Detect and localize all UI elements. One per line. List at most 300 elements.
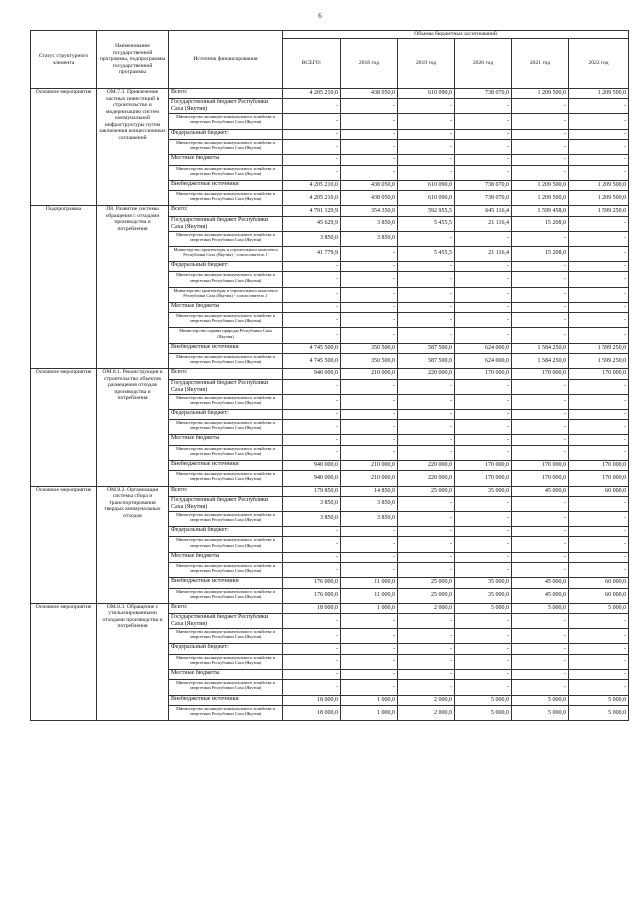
budget-value-cell: - xyxy=(283,394,341,409)
budget-value-cell: 210 000,0 xyxy=(341,369,398,379)
budget-value-cell: - xyxy=(341,165,398,180)
budget-value-cell: 41 779,9 xyxy=(283,246,341,261)
program-name: ОМ.7.3. Привлечение частных инвестиций в строительство и модернизацию систем коммунальной инфраструктуры путем заключения концессионных соглашений xyxy=(97,89,169,206)
budget-value-cell: - xyxy=(569,629,629,644)
budget-value-cell: 18 000,0 xyxy=(283,695,341,705)
budget-value-cell: - xyxy=(512,420,569,435)
budget-value-cell: 5 000,0 xyxy=(512,695,569,705)
budget-value-cell: 5 000,0 xyxy=(569,705,629,720)
budget-value-cell: - xyxy=(398,409,455,419)
budget-value-cell: - xyxy=(569,139,629,154)
budget-value-cell: - xyxy=(569,155,629,165)
budget-value-cell: - xyxy=(512,644,569,654)
budget-value-cell: 1 209 500,0 xyxy=(512,191,569,206)
budget-value-cell: - xyxy=(283,552,341,562)
table-body xyxy=(31,89,629,721)
budget-value-cell: 25 000,0 xyxy=(398,588,455,603)
budget-value-cell: 940 000,0 xyxy=(283,369,341,379)
budget-value-cell: 179 850,0 xyxy=(283,486,341,496)
budget-value-cell: 438 050,0 xyxy=(341,89,398,99)
budget-value-cell: - xyxy=(569,563,629,578)
budget-value-cell: - xyxy=(455,496,512,511)
budget-value-cell: 18 000,0 xyxy=(283,705,341,720)
budget-value-cell: 176 000,0 xyxy=(283,578,341,588)
budget-value-cell: - xyxy=(341,328,398,343)
budget-value-cell: - xyxy=(455,552,512,562)
budget-value-cell: - xyxy=(455,394,512,409)
funding-source-label: Всего: xyxy=(169,486,283,496)
structural-element-status: Основное мероприятие xyxy=(31,369,97,486)
budget-value-cell: - xyxy=(455,99,512,114)
budget-value-cell: 25 000,0 xyxy=(398,578,455,588)
budget-value-cell: - xyxy=(455,680,512,695)
budget-value-cell: - xyxy=(455,654,512,669)
budget-value-cell: 5 000,0 xyxy=(512,705,569,720)
budget-value-cell: 1 584 250,0 xyxy=(512,343,569,353)
budget-value-cell: 4 205 210,0 xyxy=(283,191,341,206)
funding-source-label: Федеральный бюджет: xyxy=(169,409,283,419)
budget-value-cell: - xyxy=(455,287,512,302)
budget-value-cell: 1 209 500,0 xyxy=(569,191,629,206)
budget-value-cell: - xyxy=(512,328,569,343)
funding-source-label: Государственный бюджет Республики Саха (Якутия) xyxy=(169,614,283,629)
budget-value-cell: 15 208,0 xyxy=(512,216,569,231)
budget-value-cell: - xyxy=(398,287,455,302)
program-name: ОМ.8.1. Реконструкция и строительство объектов размещения отходов производства и потребления xyxy=(97,369,169,486)
budget-value-cell: 21 116,4 xyxy=(455,246,512,261)
budget-value-cell: - xyxy=(341,552,398,562)
budget-value-cell: - xyxy=(398,155,455,165)
structural-element-status: Основное мероприятие xyxy=(31,89,97,206)
budget-value-cell: - xyxy=(569,445,629,460)
budget-value-cell: - xyxy=(398,262,455,272)
budget-value-cell: - xyxy=(283,644,341,654)
budget-value-cell: - xyxy=(398,139,455,154)
budget-value-cell: 35 000,0 xyxy=(455,486,512,496)
budget-value-cell: - xyxy=(569,99,629,114)
funding-source-label: Внебюджетные источники xyxy=(169,343,283,353)
budget-value-cell: - xyxy=(341,629,398,644)
table-row xyxy=(31,89,629,99)
budget-value-cell: 15 208,0 xyxy=(512,246,569,261)
budget-value-cell: - xyxy=(569,527,629,537)
budget-value-cell: 4 745 500,0 xyxy=(283,354,341,369)
budget-value-cell: - xyxy=(283,614,341,629)
budget-value-cell: - xyxy=(569,379,629,394)
budget-value-cell: - xyxy=(341,129,398,139)
budget-value-cell: 3 850,0 xyxy=(341,216,398,231)
budget-value-cell: 1 599 250,0 xyxy=(569,206,629,216)
budget-value-cell: - xyxy=(398,272,455,287)
budget-value-cell: 170 000,0 xyxy=(455,471,512,486)
budget-value-cell: 1 599 250,0 xyxy=(569,354,629,369)
executor-label: Министерство архитектуры и строительного комплекса Республики Саха (Якутия) - соисполнитель 1 xyxy=(169,246,283,261)
funding-source-label: Государственный бюджет Республики Саха (Якутия) xyxy=(169,379,283,394)
header-year-2018: 2018 год xyxy=(341,39,398,89)
budget-value-cell: 610 090,0 xyxy=(398,191,455,206)
funding-source-label: Местные бюджеты xyxy=(169,552,283,562)
budget-value-cell: 210 000,0 xyxy=(341,460,398,470)
header-year-2021: 2021 год xyxy=(512,39,569,89)
budget-value-cell: - xyxy=(283,435,341,445)
budget-value-cell: - xyxy=(455,379,512,394)
budget-value-cell: - xyxy=(512,155,569,165)
budget-value-cell: 738 070,0 xyxy=(455,191,512,206)
budget-value-cell: - xyxy=(569,654,629,669)
budget-value-cell: 587 500,0 xyxy=(398,343,455,353)
header-year-total: ВСЕГО: xyxy=(283,39,341,89)
executor-label: Министерство жилищно-коммунального хозяйства и энергетики Республики Саха (Якутия) xyxy=(169,165,283,180)
budget-value-cell: 45 000,0 xyxy=(512,588,569,603)
budget-value-cell: - xyxy=(455,669,512,679)
budget-value-cell: - xyxy=(283,114,341,129)
budget-value-cell: - xyxy=(398,231,455,246)
budget-value-cell: - xyxy=(398,644,455,654)
budget-value-cell: - xyxy=(512,629,569,644)
funding-source-label: Федеральный бюджет: xyxy=(169,527,283,537)
budget-value-cell: - xyxy=(512,537,569,552)
budget-value-cell: 3 850,0 xyxy=(283,511,341,526)
budget-value-cell: - xyxy=(455,629,512,644)
budget-value-cell: - xyxy=(398,680,455,695)
funding-source-label: Местные бюджеты xyxy=(169,435,283,445)
budget-value-cell: - xyxy=(283,680,341,695)
budget-value-cell: - xyxy=(398,129,455,139)
budget-value-cell: - xyxy=(341,379,398,394)
budget-value-cell: - xyxy=(283,654,341,669)
budget-value-cell: 1 000,0 xyxy=(341,603,398,613)
executor-label: Министерство архитектуры и строительного комплекса Республики Саха (Якутия) - соисполнитель 1 xyxy=(169,287,283,302)
budget-value-cell: - xyxy=(341,680,398,695)
budget-value-cell: 3 850,0 xyxy=(341,511,398,526)
budget-value-cell: - xyxy=(569,246,629,261)
funding-source-label: Внебюджетные источники xyxy=(169,180,283,190)
budget-value-cell: - xyxy=(398,379,455,394)
budget-value-cell: 170 000,0 xyxy=(512,369,569,379)
budget-value-cell: 176 000,0 xyxy=(283,588,341,603)
budget-value-cell: - xyxy=(512,614,569,629)
budget-value-cell: - xyxy=(283,563,341,578)
budget-value-cell: - xyxy=(455,129,512,139)
table-row xyxy=(31,369,629,379)
header-status: Статус структурного элемента xyxy=(31,31,97,89)
budget-value-cell: - xyxy=(341,287,398,302)
budget-value-cell: - xyxy=(398,302,455,312)
budget-value-cell: - xyxy=(569,552,629,562)
executor-label: Министерство жилищно-коммунального хозяйства и энергетики Республики Саха (Якутия) xyxy=(169,272,283,287)
budget-value-cell: - xyxy=(398,527,455,537)
budget-value-cell: 60 000,0 xyxy=(569,588,629,603)
budget-value-cell: - xyxy=(398,165,455,180)
budget-value-cell: - xyxy=(398,537,455,552)
budget-value-cell: - xyxy=(341,644,398,654)
program-name: ОМ.8.2. Организация системы сбора и транспортирования твердых коммунальных отходов xyxy=(97,486,169,603)
budget-value-cell: 587 500,0 xyxy=(398,354,455,369)
budget-value-cell: 11 000,0 xyxy=(341,578,398,588)
budget-value-cell: 18 000,0 xyxy=(283,603,341,613)
executor-label: Министерство жилищно-коммунального хозяйства и энергетики Республики Саха (Якутия) xyxy=(169,139,283,154)
budget-value-cell: - xyxy=(283,165,341,180)
budget-value-cell: 1 599 250,0 xyxy=(569,343,629,353)
budget-value-cell: 170 000,0 xyxy=(512,460,569,470)
budget-value-cell: 610 090,0 xyxy=(398,180,455,190)
funding-source-label: Внебюджетные источники xyxy=(169,695,283,705)
budget-value-cell: - xyxy=(569,614,629,629)
funding-source-label: Местные бюджеты xyxy=(169,302,283,312)
budget-value-cell: - xyxy=(341,155,398,165)
budget-value-cell: - xyxy=(283,629,341,644)
budget-value-cell: - xyxy=(512,511,569,526)
budget-value-cell: - xyxy=(398,654,455,669)
budget-value-cell: - xyxy=(283,537,341,552)
budget-value-cell: 354 350,0 xyxy=(341,206,398,216)
budget-value-cell: - xyxy=(455,165,512,180)
budget-value-cell: - xyxy=(341,302,398,312)
budget-value-cell: - xyxy=(455,231,512,246)
budget-value-cell: - xyxy=(341,114,398,129)
budget-value-cell: 1 000,0 xyxy=(341,695,398,705)
budget-value-cell: 1 209 500,0 xyxy=(512,180,569,190)
budget-value-cell: - xyxy=(455,272,512,287)
budget-value-cell: 220 000,0 xyxy=(398,460,455,470)
budget-value-cell: - xyxy=(512,527,569,537)
budget-value-cell: - xyxy=(512,114,569,129)
budget-value-cell: - xyxy=(455,644,512,654)
budget-value-cell: 3 850,0 xyxy=(283,496,341,511)
budget-value-cell: 1 599 458,0 xyxy=(512,206,569,216)
budget-value-cell: - xyxy=(569,394,629,409)
budget-value-cell: 5 000,0 xyxy=(455,603,512,613)
budget-value-cell: 5 000,0 xyxy=(512,603,569,613)
budget-value-cell: - xyxy=(283,129,341,139)
budget-value-cell: - xyxy=(398,420,455,435)
budget-value-cell: 5 455,5 xyxy=(398,246,455,261)
budget-value-cell: - xyxy=(455,313,512,328)
budget-value-cell: - xyxy=(341,654,398,669)
header-name: Наименование государственной программы, подпрограммы государственной программы xyxy=(97,31,169,89)
budget-value-cell: - xyxy=(512,165,569,180)
budget-value-cell: - xyxy=(341,394,398,409)
budget-value-cell: 170 000,0 xyxy=(455,460,512,470)
funding-source-label: Всего: xyxy=(169,603,283,613)
budget-value-cell: - xyxy=(569,231,629,246)
budget-value-cell: - xyxy=(512,669,569,679)
executor-label: Министерство жилищно-коммунального хозяйства и энергетики Республики Саха (Якутия) xyxy=(169,563,283,578)
budget-value-cell: - xyxy=(569,435,629,445)
budget-value-cell: - xyxy=(455,328,512,343)
budget-value-cell: - xyxy=(341,527,398,537)
budget-value-cell: - xyxy=(398,114,455,129)
header-year-2020: 2020 год xyxy=(455,39,512,89)
budget-value-cell: - xyxy=(455,409,512,419)
budget-value-cell: - xyxy=(569,496,629,511)
budget-value-cell: - xyxy=(283,379,341,394)
budget-value-cell: - xyxy=(398,563,455,578)
budget-value-cell: 45 629,9 xyxy=(283,216,341,231)
budget-value-cell: - xyxy=(455,420,512,435)
executor-label: Министерство жилищно-коммунального хозяйства и энергетики Республики Саха (Якутия) xyxy=(169,191,283,206)
executor-label: Министерство жилищно-коммунального хозяйства и энергетики Республики Саха (Якутия) xyxy=(169,471,283,486)
budget-value-cell: 1 000,0 xyxy=(341,705,398,720)
budget-value-cell: 1 209 500,0 xyxy=(569,89,629,99)
budget-value-cell: - xyxy=(512,99,569,114)
budget-value-cell: - xyxy=(569,680,629,695)
budget-value-cell: 624 000,0 xyxy=(455,343,512,353)
executor-label: Министерство жилищно-коммунального хозяйства и энергетики Республики Саха (Якутия) xyxy=(169,588,283,603)
budget-value-cell: - xyxy=(455,563,512,578)
budget-value-cell: - xyxy=(512,445,569,460)
executor-label: Министерство жилищно-коммунального хозяйства и энергетики Республики Саха (Якутия) xyxy=(169,114,283,129)
budget-value-cell: 624 000,0 xyxy=(455,354,512,369)
budget-value-cell: - xyxy=(341,445,398,460)
budget-value-cell: 170 000,0 xyxy=(569,471,629,486)
budget-value-cell: - xyxy=(341,537,398,552)
budget-value-cell: - xyxy=(398,614,455,629)
budget-value-cell: 3 850,0 xyxy=(341,496,398,511)
budget-value-cell: - xyxy=(455,262,512,272)
executor-label: Министерство жилищно-коммунального хозяйства и энергетики Республики Саха (Якутия) xyxy=(169,394,283,409)
budget-value-cell: - xyxy=(512,435,569,445)
budget-value-cell: 940 000,0 xyxy=(283,460,341,470)
funding-source-label: Федеральный бюджет: xyxy=(169,644,283,654)
budget-value-cell: - xyxy=(512,379,569,394)
budget-value-cell: 5 000,0 xyxy=(455,705,512,720)
budget-value-cell: - xyxy=(512,680,569,695)
executor-label: Министерство жилищно-коммунального хозяйства и энергетики Республики Саха (Якутия) xyxy=(169,629,283,644)
executor-label: Министерство жилищно-коммунального хозяйства и энергетики Республики Саха (Якутия) xyxy=(169,680,283,695)
structural-element-status: Подпрограмма xyxy=(31,206,97,369)
budget-value-cell: - xyxy=(341,262,398,272)
budget-value-cell: - xyxy=(512,496,569,511)
budget-value-cell: - xyxy=(569,165,629,180)
budget-value-cell: - xyxy=(512,287,569,302)
budget-value-cell: - xyxy=(455,614,512,629)
budget-value-cell: - xyxy=(398,445,455,460)
budget-value-cell: - xyxy=(569,644,629,654)
budget-value-cell: 2 000,0 xyxy=(398,695,455,705)
budget-value-cell: - xyxy=(341,669,398,679)
header-source: Источник финансирования xyxy=(169,31,283,89)
budget-value-cell: - xyxy=(398,629,455,644)
executor-label: Министерство жилищно-коммунального хозяйства и энергетики Республики Саха (Якутия) xyxy=(169,511,283,526)
executor-label: Министерство жилищно-коммунального хозяйства и энергетики Республики Саха (Якутия) xyxy=(169,231,283,246)
funding-source-label: Федеральный бюджет: xyxy=(169,262,283,272)
budget-value-cell: 645 116,4 xyxy=(455,206,512,216)
executor-label: Министерство жилищно-коммунального хозяйства и энергетики Республики Саха (Якутия) xyxy=(169,537,283,552)
budget-value-cell: - xyxy=(283,445,341,460)
budget-value-cell: 438 050,0 xyxy=(341,180,398,190)
funding-source-label: Всего: xyxy=(169,369,283,379)
budget-value-cell: - xyxy=(512,563,569,578)
budget-value-cell: 738 070,0 xyxy=(455,180,512,190)
budget-value-cell: - xyxy=(283,262,341,272)
budget-value-cell: 170 000,0 xyxy=(569,369,629,379)
budget-value-cell: - xyxy=(283,313,341,328)
structural-element-status: Основное мероприятие xyxy=(31,486,97,603)
budget-value-cell: - xyxy=(455,139,512,154)
budget-value-cell: - xyxy=(569,287,629,302)
budget-value-cell: 210 000,0 xyxy=(341,471,398,486)
budget-value-cell: - xyxy=(512,231,569,246)
budget-value-cell: - xyxy=(398,496,455,511)
budget-value-cell: - xyxy=(569,114,629,129)
header-year-2019: 2019 год xyxy=(398,39,455,89)
budget-value-cell: - xyxy=(455,302,512,312)
budget-value-cell: - xyxy=(341,313,398,328)
budget-value-cell: - xyxy=(341,420,398,435)
budget-value-cell: - xyxy=(341,272,398,287)
budget-value-cell: - xyxy=(569,262,629,272)
budget-value-cell: - xyxy=(341,435,398,445)
budget-value-cell: - xyxy=(283,420,341,435)
budget-value-cell: - xyxy=(455,114,512,129)
executor-label: Министерство жилищно-коммунального хозяйства и энергетики Республики Саха (Якутия) xyxy=(169,705,283,720)
budget-value-cell: - xyxy=(341,99,398,114)
budget-value-cell: - xyxy=(512,409,569,419)
budget-value-cell: - xyxy=(283,302,341,312)
budget-value-cell: 350 500,0 xyxy=(341,354,398,369)
header-year-2022: 2022 год xyxy=(569,39,629,89)
budget-value-cell: 170 000,0 xyxy=(512,471,569,486)
budget-value-cell: - xyxy=(283,287,341,302)
budget-value-cell: - xyxy=(398,99,455,114)
budget-value-cell: - xyxy=(512,552,569,562)
budget-value-cell: 5 455,5 xyxy=(398,216,455,231)
table-row xyxy=(31,486,629,496)
budget-value-cell: 60 000,0 xyxy=(569,486,629,496)
budget-value-cell: - xyxy=(455,445,512,460)
budget-value-cell: 940 000,0 xyxy=(283,471,341,486)
budget-value-cell: - xyxy=(398,313,455,328)
budget-value-cell: 21 116,4 xyxy=(455,216,512,231)
budget-value-cell: 220 000,0 xyxy=(398,369,455,379)
budget-value-cell: - xyxy=(455,435,512,445)
budget-value-cell: - xyxy=(569,302,629,312)
funding-source-label: Государственный бюджет Республики Саха (Якутия) xyxy=(169,216,283,231)
budget-value-cell: - xyxy=(455,537,512,552)
budget-value-cell: 4 791 129,9 xyxy=(283,206,341,216)
budget-value-cell: - xyxy=(455,511,512,526)
budget-value-cell: - xyxy=(512,139,569,154)
budget-value-cell: 25 000,0 xyxy=(398,486,455,496)
program-name: П8. Развитие системы обращения с отходами производства и потребления xyxy=(97,206,169,369)
budget-value-cell: - xyxy=(455,527,512,537)
budget-value-cell: - xyxy=(512,313,569,328)
budget-value-cell: - xyxy=(569,537,629,552)
budget-table xyxy=(30,30,629,721)
budget-value-cell: 35 000,0 xyxy=(455,588,512,603)
budget-value-cell: - xyxy=(398,394,455,409)
budget-value-cell: - xyxy=(569,216,629,231)
budget-value-cell: - xyxy=(455,155,512,165)
budget-value-cell: - xyxy=(512,129,569,139)
budget-value-cell: 1 209 500,0 xyxy=(569,180,629,190)
executor-label: Министерство жилищно-коммунального хозяйства и энергетики Республики Саха (Якутия) xyxy=(169,313,283,328)
funding-source-label: Внебюджетные источники xyxy=(169,578,283,588)
budget-value-cell: - xyxy=(398,435,455,445)
budget-value-cell: 738 070,0 xyxy=(455,89,512,99)
budget-value-cell: - xyxy=(512,654,569,669)
budget-value-cell: - xyxy=(569,511,629,526)
budget-value-cell: - xyxy=(569,129,629,139)
budget-value-cell: 170 000,0 xyxy=(455,369,512,379)
executor-label: Министерство охраны природы Республики Саха (Якутия) xyxy=(169,328,283,343)
budget-value-cell: 4 745 500,0 xyxy=(283,343,341,353)
budget-value-cell: 3 850,0 xyxy=(283,231,341,246)
header-budget-group: Объемы бюджетных ассигнований xyxy=(283,31,629,39)
budget-value-cell: 5 000,0 xyxy=(455,695,512,705)
budget-value-cell: 5 000,0 xyxy=(569,603,629,613)
